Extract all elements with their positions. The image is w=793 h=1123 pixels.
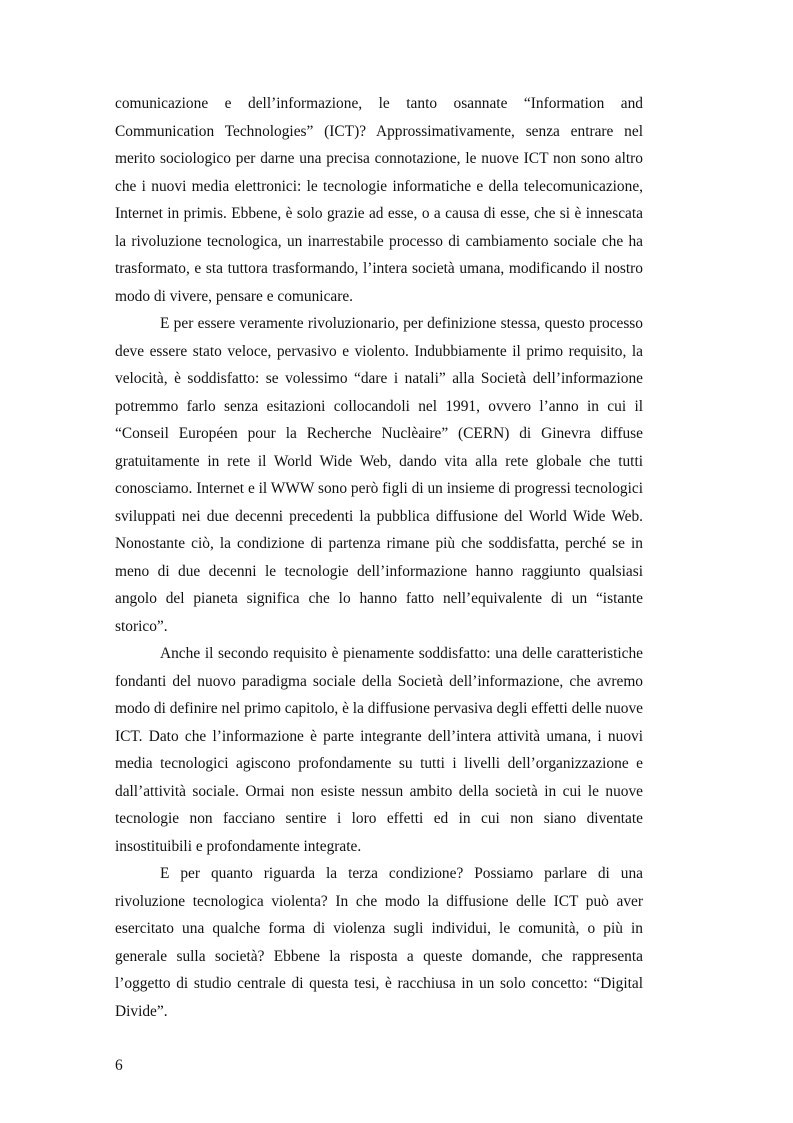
- paragraph-rivoluzione-velocita: E per essere veramente rivoluzionario, per definizione stessa, questo processo deve essere stato veloce, pervasivo e violento. Indubbiamente il primo requisito, la velocità, è soddisfatto: se volessimo “dare i natali” alla Società dell’informazione potremmo farlo senza esitazioni collocandoli nel 1991, ovvero l’anno in cui il “Conseil Européen pour la Recherche Nuclèaire” (CERN) di Ginevra diffuse gratuitamente in rete il World Wide Web, dando vita alla rete globale che tutti conosciamo. Internet e il WWW sono però figli di un insieme di progressi tecnologici sviluppati nei due decenni precedenti la pubblica diffusione del World Wide Web. Nonostante ciò, la condizione di partenza rimane più che soddisfatta, perché se in meno di due decenni le tecnologie dell’informazione hanno raggiunto qualsiasi angolo del pianeta significa che lo hanno fatto nell’equivalente di un “istante storico”.: [115, 315, 643, 635]
- paragraph-continuation: comunicazione e dell’informazione, le tanto osannate “Information and Communication Technologies” (ICT)? Approssimativamente, senza entrare nel merito sociologico per darne una precisa connotazione, le nuove ICT non sono altro che i nuovi media elettronici: le tecnologie informatiche e della telecomunicazione, Internet in primis. Ebbene, è solo grazie ad esse, o a causa di esse, che si è innescata la rivoluzione tecnologica, un inarrestabile processo di cambiamento sociale che ha trasformato, e sta tuttora trasformando, l’intera società umana, modificando il nostro modo di vivere, pensare e comunicare.: [115, 95, 643, 305]
- document-body: [115, 90, 643, 1025]
- page-number: 6: [115, 1057, 123, 1074]
- paragraph-pervasivita: Anche il secondo requisito è pienamente soddisfatto: una delle caratteristiche fondanti del nuovo paradigma sociale della Società dell’informazione, che avremo modo di definire nel primo capitolo, è la diffusione pervasiva degli effetti delle nuove ICT. Dato che l’informazione è parte integrante dell’intera attività umana, i nuovi media tecnologici agiscono profondamente su tutti i livelli dell’organizzazione e dall’attività sociale. Ormai non esiste nessun ambito della società in cui le nuove tecnologie non facciano sentire i loro effetti ed in cui non siano diventate insostituibili e profondamente integrate.: [115, 645, 643, 855]
- paragraph-digital-divide: E per quanto riguarda la terza condizione? Possiamo parlare di una rivoluzione tecnologica violenta? In che modo la diffusione delle ICT può aver esercitato una qualche forma di violenza sugli individui, le comunità, o più in generale sulla società? Ebbene la risposta a queste domande, che rappresenta l’oggetto di studio centrale di questa tesi, è racchiusa in un solo concetto: “Digital Divide”.: [115, 865, 643, 1020]
